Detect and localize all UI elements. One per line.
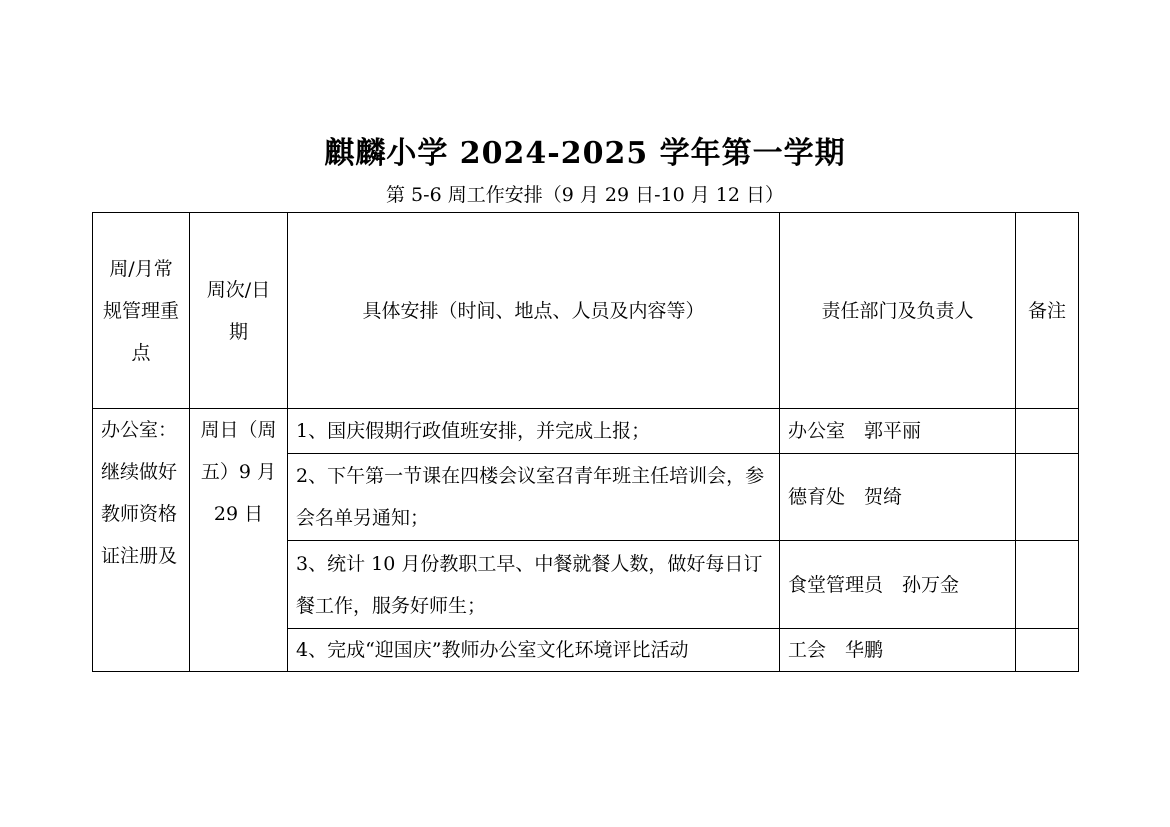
department-cell: 德育处 贺绮	[780, 454, 1016, 541]
arrangement-cell: 2、下午第一节课在四楼会议室召青年班主任培训会，参会名单另通知；	[288, 454, 780, 541]
department-cell: 食堂管理员 孙万金	[780, 541, 1016, 629]
note-cell	[1016, 454, 1079, 541]
note-cell	[1016, 541, 1079, 629]
header-department: 责任部门及负责人	[780, 213, 1016, 409]
department-cell: 办公室 郭平丽	[780, 409, 1016, 454]
header-date: 周次/日期	[190, 213, 288, 409]
focus-cell: 办公室：继续做好教师资格证注册及	[93, 409, 190, 672]
header-focus: 周/月常规管理重点	[93, 213, 190, 409]
header-note: 备注	[1016, 213, 1079, 409]
document-subtitle: 第 5-6 周工作安排（9 月 29 日-10 月 12 日）	[386, 184, 784, 206]
note-cell	[1016, 629, 1079, 672]
schedule-table	[92, 212, 1079, 672]
department-cell: 工会 华鹏	[780, 629, 1016, 672]
document-title: 麒麟小学 2024-2025 学年第一学期	[324, 136, 846, 171]
table-header-row	[93, 213, 1079, 409]
arrangement-cell: 4、完成“迎国庆”教师办公室文化环境评比活动	[288, 629, 780, 672]
arrangement-cell: 1、国庆假期行政值班安排，并完成上报；	[288, 409, 780, 454]
header-arrangement: 具体安排（时间、地点、人员及内容等）	[288, 213, 780, 409]
note-cell	[1016, 409, 1079, 454]
table-row	[93, 409, 1079, 454]
date-cell: 周日（周五）9 月 29 日	[190, 409, 288, 672]
arrangement-cell: 3、统计 10 月份教职工早、中餐就餐人数，做好每日订餐工作，服务好师生；	[288, 541, 780, 629]
